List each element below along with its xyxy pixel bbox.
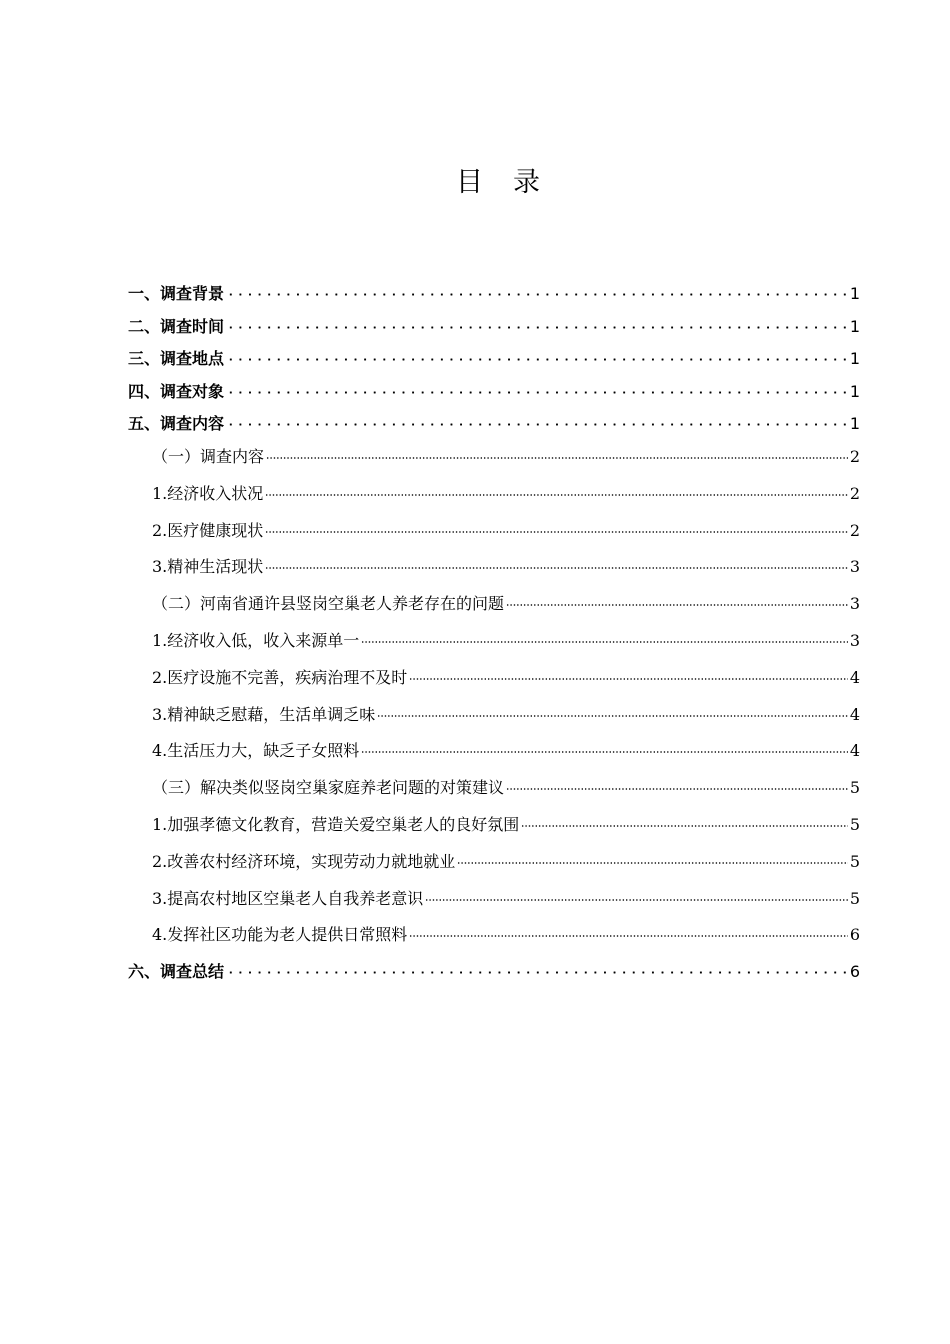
toc-dot-leader — [226, 410, 848, 426]
toc-entry-page-number: 5 — [849, 851, 860, 871]
toc-entry-page-number: 4 — [849, 704, 860, 724]
toc-entry-page-number: 5 — [849, 778, 860, 798]
toc-entry-page-number: 2 — [849, 483, 860, 503]
toc-entry-page-number: 3 — [849, 557, 860, 577]
toc-entry-label: （一）调查内容 — [152, 446, 265, 466]
toc-dot-leader — [506, 590, 848, 606]
toc-entry[interactable] — [128, 849, 860, 886]
toc-entry-page-number: 1 — [849, 414, 860, 434]
toc-entry-label: 2.医疗设施不完善，疾病治理不及时 — [152, 667, 408, 687]
toc-entry[interactable] — [128, 411, 860, 444]
toc-dot-leader — [377, 701, 848, 717]
toc-entry-page-number: 5 — [849, 814, 860, 834]
toc-list — [128, 281, 860, 992]
toc-title — [0, 160, 950, 199]
toc-dot-leader — [425, 885, 848, 901]
toc-dot-leader — [226, 280, 848, 296]
toc-entry-label: 1.加强孝德文化教育，营造关爱空巢老人的良好氛围 — [152, 814, 520, 834]
toc-entry-label: （三）解决类似竖岗空巢家庭养老问题的对策建议 — [152, 778, 505, 798]
toc-entry[interactable] — [128, 738, 860, 775]
toc-entry-page-number: 4 — [849, 741, 860, 761]
toc-entry-label: 三、调查地点 — [128, 349, 225, 369]
toc-entry-label: 4.发挥社区功能为老人提供日常照料 — [152, 925, 408, 945]
toc-dot-leader — [361, 627, 848, 643]
toc-entry-page-number: 1 — [849, 284, 860, 303]
toc-entry[interactable] — [128, 444, 860, 481]
toc-entry-label: 一、调查背景 — [128, 284, 225, 303]
toc-entry-label: 3.提高农村地区空巢老人自我养老意识 — [152, 888, 424, 908]
toc-entry-page-number: 2 — [849, 446, 860, 466]
toc-entry[interactable] — [128, 481, 860, 518]
toc-title-char-1: 目 — [456, 167, 483, 198]
toc-entry[interactable] — [128, 281, 860, 314]
toc-entry-label: 2.改善农村经济环境，实现劳动力就地就业 — [152, 851, 456, 871]
toc-entry-label: 3.精神生活现状 — [152, 557, 264, 577]
toc-entry-page-number: 1 — [849, 349, 860, 369]
toc-entry-page-number: 3 — [849, 594, 860, 614]
toc-entry-page-number: 6 — [849, 962, 860, 982]
toc-entry-label: 六、调查总结 — [128, 962, 225, 982]
toc-dot-leader — [226, 313, 848, 329]
toc-dot-leader — [265, 517, 848, 533]
toc-entry-page-number: 4 — [849, 667, 860, 687]
toc-entry-label: 3.精神缺乏慰藉，生活单调乏味 — [152, 704, 376, 724]
toc-entry-label: （二）河南省通许县竖岗空巢老人养老存在的问题 — [152, 594, 505, 614]
toc-entry[interactable] — [128, 346, 860, 379]
toc-entry-page-number: 6 — [849, 925, 860, 945]
toc-entry-label: 1.经济收入状况 — [152, 483, 264, 503]
toc-dot-leader — [226, 378, 848, 394]
toc-dot-leader — [265, 480, 848, 496]
toc-entry[interactable] — [128, 518, 860, 555]
toc-entry[interactable] — [128, 922, 860, 959]
toc-entry[interactable] — [128, 554, 860, 591]
toc-entry[interactable] — [128, 702, 860, 739]
toc-entry-label: 2.医疗健康现状 — [152, 520, 264, 540]
toc-entry-page-number: 5 — [849, 888, 860, 908]
toc-entry-label: 五、调查内容 — [128, 414, 225, 434]
toc-dot-leader — [266, 443, 848, 459]
toc-entry[interactable] — [128, 591, 860, 628]
toc-dot-leader — [265, 553, 848, 569]
toc-entry-label: 四、调查对象 — [128, 381, 225, 401]
toc-entry[interactable] — [128, 775, 860, 812]
toc-entry-label: 二、调查时间 — [128, 316, 225, 336]
toc-entry-label: 4.生活压力大，缺乏子女照料 — [152, 741, 360, 761]
toc-title-char-2: 录 — [513, 167, 540, 198]
toc-dot-leader — [226, 345, 848, 361]
toc-dot-leader — [226, 958, 848, 974]
toc-entry-label: 1.经济收入低，收入来源单一 — [152, 630, 360, 650]
toc-entry[interactable] — [128, 886, 860, 923]
toc-dot-leader — [457, 848, 848, 864]
toc-dot-leader — [409, 664, 848, 680]
toc-entry[interactable] — [128, 314, 860, 347]
toc-entry-page-number: 3 — [849, 630, 860, 650]
toc-entry-page-number: 2 — [849, 520, 860, 540]
toc-entry[interactable] — [128, 812, 860, 849]
toc-entry[interactable] — [128, 959, 860, 992]
toc-entry-page-number: 1 — [849, 316, 860, 336]
toc-entry[interactable] — [128, 665, 860, 702]
toc-entry[interactable] — [128, 628, 860, 665]
toc-dot-leader — [506, 774, 848, 790]
toc-dot-leader — [409, 921, 848, 937]
toc-entry-page-number: 1 — [849, 381, 860, 401]
toc-dot-leader — [521, 811, 848, 827]
toc-entry[interactable] — [128, 379, 860, 412]
toc-dot-leader — [361, 737, 848, 753]
